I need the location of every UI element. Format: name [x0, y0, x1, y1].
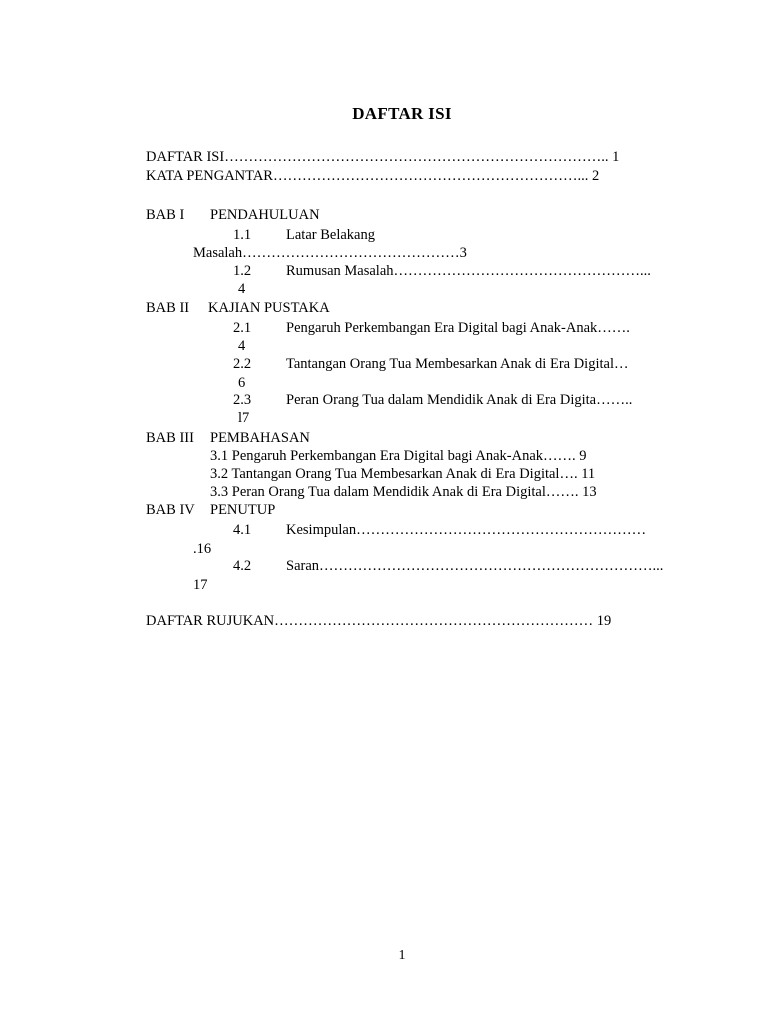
toc-s23-number: 2.3 [233, 392, 252, 408]
toc-s21-page: 4 [238, 338, 246, 354]
toc-s22-page: 6 [238, 375, 246, 391]
toc-s33-entry: 3.3 Peran Orang Tua dalam Mendidik Anak di Era Digital……. 13 [210, 484, 597, 500]
toc-s32-entry: 3.2 Tantangan Orang Tua Membesarkan Anak di Era Digital…. 11 [210, 466, 596, 482]
toc-s42-title: Saran……………………………………………………………... [286, 558, 664, 574]
toc-entry-daftar-isi: DAFTAR ISI…………………………………………………………………….. 1 [146, 149, 620, 165]
toc-entry-kata-pengantar: KATA PENGANTAR………………………………………………………... 2 [146, 168, 600, 184]
toc-s12-title: Rumusan Masalah……………………………………………... [286, 263, 651, 279]
toc-bab4-number: BAB IV [146, 502, 195, 518]
document-title: DAFTAR ISI [352, 104, 452, 123]
toc-s41-page: .16 [193, 541, 212, 557]
toc-bab3-title: PEMBAHASAN [210, 430, 310, 446]
toc-s11-continuation: Masalah………………………………………3 [193, 245, 467, 261]
toc-s41-title: Kesimpulan…………………………………………………… [286, 522, 647, 538]
toc-bab1-title: PENDAHULUAN [210, 207, 320, 223]
toc-s42-page: 17 [193, 577, 208, 593]
toc-bab2-number: BAB II [146, 300, 190, 316]
toc-s31-entry: 3.1 Pengaruh Perkembangan Era Digital bagi Anak-Anak……. 9 [210, 448, 587, 464]
toc-s21-title: Pengaruh Perkembangan Era Digital bagi Anak-Anak……. [286, 320, 630, 336]
toc-bab1-number: BAB I [146, 207, 185, 223]
toc-entry-daftar-rujukan: DAFTAR RUJUKAN………………………………………………………… 19 [146, 613, 612, 629]
toc-s41-number: 4.1 [233, 522, 252, 538]
toc-bab3-number: BAB III [146, 430, 194, 446]
toc-s23-page: l7 [238, 410, 250, 426]
toc-s42-number: 4.2 [233, 558, 252, 574]
toc-s21-number: 2.1 [233, 320, 252, 336]
toc-s22-number: 2.2 [233, 356, 252, 372]
page-number: 1 [398, 948, 406, 963]
toc-bab4-title: PENUTUP [210, 502, 276, 518]
toc-s11-title: Latar Belakang [286, 227, 375, 243]
toc-s22-title: Tantangan Orang Tua Membesarkan Anak di Era Digital… [286, 356, 629, 372]
toc-s12-page: 4 [238, 281, 246, 297]
toc-s12-number: 1.2 [233, 263, 252, 279]
toc-s11-number: 1.1 [233, 227, 252, 243]
toc-s23-title: Peran Orang Tua dalam Mendidik Anak di Era Digita…….. [286, 392, 633, 408]
toc-bab2-title: KAJIAN PUSTAKA [208, 300, 330, 316]
